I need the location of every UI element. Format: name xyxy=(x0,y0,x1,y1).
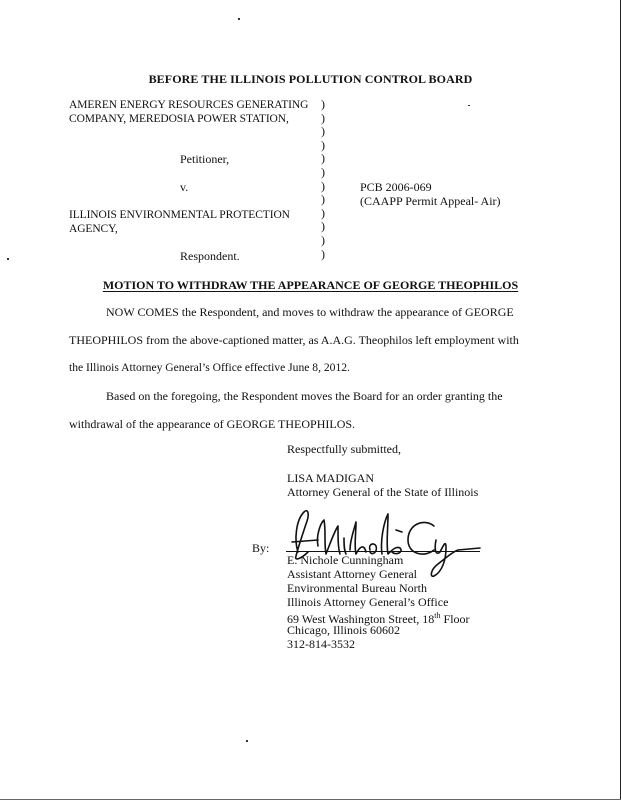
scan-speck xyxy=(246,740,248,742)
petitioner-name-line1: AMEREN ENERGY RESOURCES GENERATING xyxy=(69,99,309,111)
caption-paren: ) xyxy=(321,110,325,125)
caption-paren: ) xyxy=(321,205,325,220)
case-number: PCB 2006-069 xyxy=(360,180,432,194)
board-heading: BEFORE THE ILLINOIS POLLUTION CONTROL BOARD xyxy=(148,72,473,86)
attorney-general-name: LISA MADIGAN xyxy=(287,471,374,485)
caption-paren: ) xyxy=(321,192,325,207)
caption-paren: ) xyxy=(321,97,325,111)
case-type: (CAAPP Permit Appeal- Air) xyxy=(360,194,501,208)
caption-paren: ) xyxy=(321,124,325,139)
motion-title xyxy=(0,278,621,293)
petitioner-name-line2: COMPANY, MEREDOSIA POWER STATION, xyxy=(69,113,289,125)
respondent-name-line2: AGENCY, xyxy=(69,223,118,235)
scan-speck xyxy=(7,258,9,260)
by-label: By: xyxy=(252,541,270,555)
signer-title: Assistant Attorney General xyxy=(287,567,417,581)
city-state-zip: Chicago, Illinois 60602 xyxy=(287,623,400,637)
caption-paren: ) xyxy=(321,246,325,261)
paragraph-2-line-1: Based on the foregoing, the Respondent moves the Board for an order granting the xyxy=(106,389,503,403)
motion-title-text: MOTION TO WITHDRAW THE APPEARANCE OF GEORGE THEOPHILOS xyxy=(102,278,519,292)
paragraph-2-line-2: withdrawal of the appearance of GEORGE THEOPHILOS. xyxy=(69,417,356,431)
caption-paren: ) xyxy=(321,178,325,193)
scan-speck xyxy=(468,105,470,106)
caption-paren: ) xyxy=(321,137,325,152)
attorney-general-title: Attorney General of the State of Illinois xyxy=(287,485,479,499)
signature-line xyxy=(286,551,480,552)
street-floor-text: Floor xyxy=(440,612,470,626)
paragraph-1-line-3: the Illinois Attorney General’s Office effective June 8, 2012. xyxy=(69,361,350,374)
caption-paren: ) xyxy=(321,233,325,247)
versus-label: v. xyxy=(180,180,189,194)
paragraph-1-line-1: NOW COMES the Respondent, and moves to withdraw the appearance of GEORGE xyxy=(106,305,514,319)
phone-number: 312-814-3532 xyxy=(287,637,355,651)
caption-paren: ) xyxy=(321,165,325,179)
signer-name: E. Nichole Cunningham xyxy=(287,553,404,567)
office-name: Illinois Attorney General’s Office xyxy=(287,595,449,609)
closing: Respectfully submitted, xyxy=(287,442,401,456)
paragraph-1-line-2: THEOPHILOS from the above-captioned matter, as A.A.G. Theophilos left employment with xyxy=(69,333,519,347)
respondent-name-line1: ILLINOIS ENVIRONMENTAL PROTECTION xyxy=(69,209,290,221)
scan-speck xyxy=(238,18,240,20)
street-ordinal-suffix: th xyxy=(434,611,441,620)
bureau-name: Environmental Bureau North xyxy=(287,581,427,595)
respondent-label: Respondent. xyxy=(180,249,240,263)
petitioner-label: Petitioner, xyxy=(180,152,230,166)
caption-paren: ) xyxy=(321,151,325,166)
caption-paren: ) xyxy=(321,219,325,234)
street-address-text: 69 West Washington Street, 18 xyxy=(287,612,435,626)
